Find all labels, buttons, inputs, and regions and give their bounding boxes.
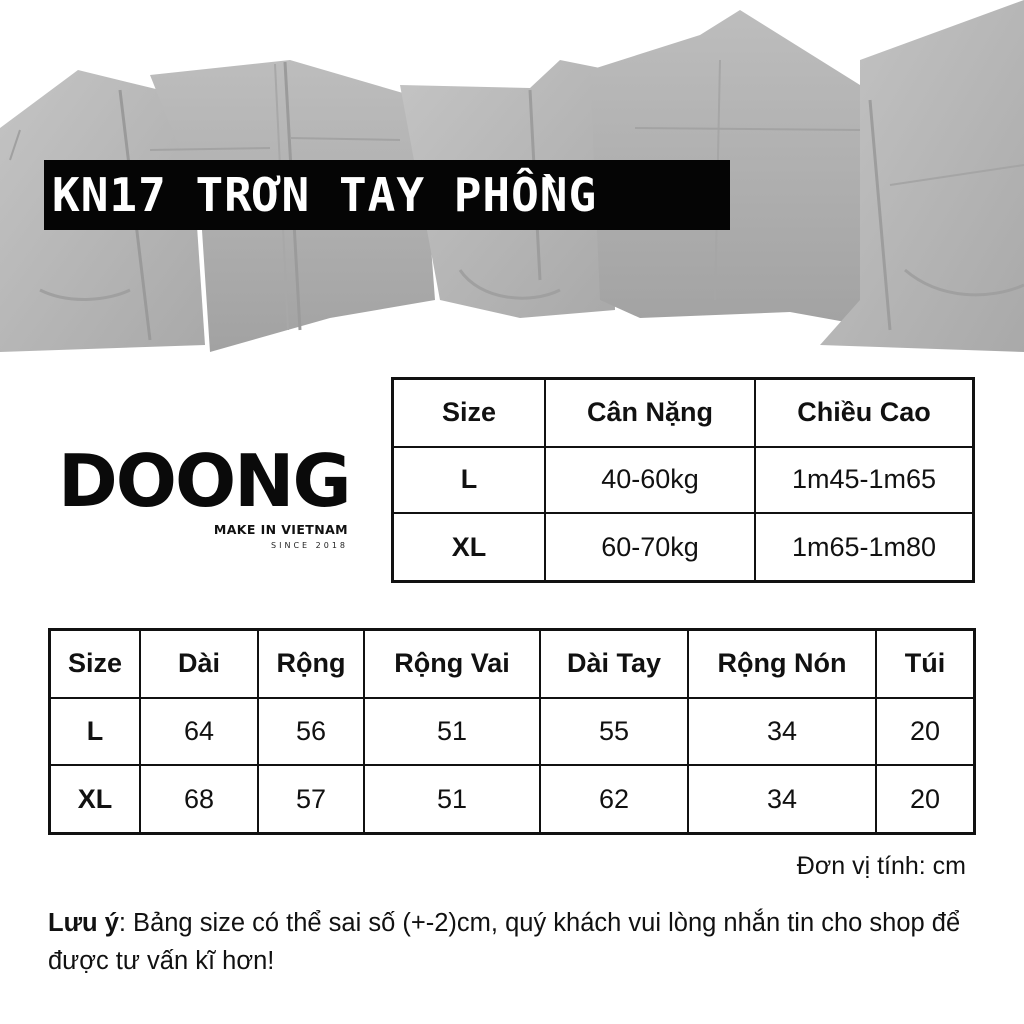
header-cell: Size	[50, 630, 141, 698]
table-header-row	[50, 630, 975, 698]
table-cell: 34	[688, 765, 876, 833]
unit-label: Đơn vị tính: cm	[796, 852, 966, 880]
size-cell: XL	[50, 765, 141, 833]
header-cell: Size	[393, 379, 546, 447]
table-cell: 64	[140, 698, 258, 765]
logo-tagline: MAKE IN VIETNAM	[213, 522, 348, 537]
table-cell: 1m45-1m65	[755, 447, 974, 514]
size-note	[48, 904, 978, 980]
header-cell: Chiều Cao	[755, 379, 974, 447]
product-title: KN17 TRƠN TAY PHỒNG	[52, 168, 598, 222]
table-row	[50, 698, 975, 765]
table-cell: 62	[540, 765, 688, 833]
table-cell: 55	[540, 698, 688, 765]
header-cell: Dài	[140, 630, 258, 698]
table-header-row	[393, 379, 974, 447]
product-banner	[0, 0, 1024, 352]
table-cell: 57	[258, 765, 364, 833]
table-cell: 68	[140, 765, 258, 833]
table-cell: 51	[364, 765, 540, 833]
brand-logo	[58, 439, 350, 554]
header-cell: Túi	[876, 630, 975, 698]
table-cell: 1m65-1m80	[755, 513, 974, 581]
table-cell: 60-70kg	[545, 513, 755, 581]
weight-height-table	[391, 377, 975, 583]
table-cell: 51	[364, 698, 540, 765]
header-cell: Dài Tay	[540, 630, 688, 698]
table-cell: 56	[258, 698, 364, 765]
table-row	[393, 447, 974, 514]
header-cell: Cân Nặng	[545, 379, 755, 447]
logo-wordmark: DOONG	[58, 439, 350, 523]
header-cell: Rộng Vai	[364, 630, 540, 698]
measurement-table	[48, 628, 976, 835]
header-cell: Rộng	[258, 630, 364, 698]
logo-since: SINCE 2018	[271, 541, 348, 550]
size-cell: L	[393, 447, 546, 514]
size-cell: XL	[393, 513, 546, 581]
table-cell: 40-60kg	[545, 447, 755, 514]
table-row	[50, 765, 975, 833]
note-text: : Bảng size có thể sai số (+-2)cm, quý khách vui lòng nhắn tin cho shop để được tư vấn kĩ hơn!	[48, 909, 961, 975]
header-cell: Rộng Nón	[688, 630, 876, 698]
note-label: Lưu ý	[48, 909, 119, 937]
table-cell: 20	[876, 765, 975, 833]
table-cell: 20	[876, 698, 975, 765]
table-row	[393, 513, 974, 581]
table-cell: 34	[688, 698, 876, 765]
size-cell: L	[50, 698, 141, 765]
title-bar	[44, 160, 730, 230]
